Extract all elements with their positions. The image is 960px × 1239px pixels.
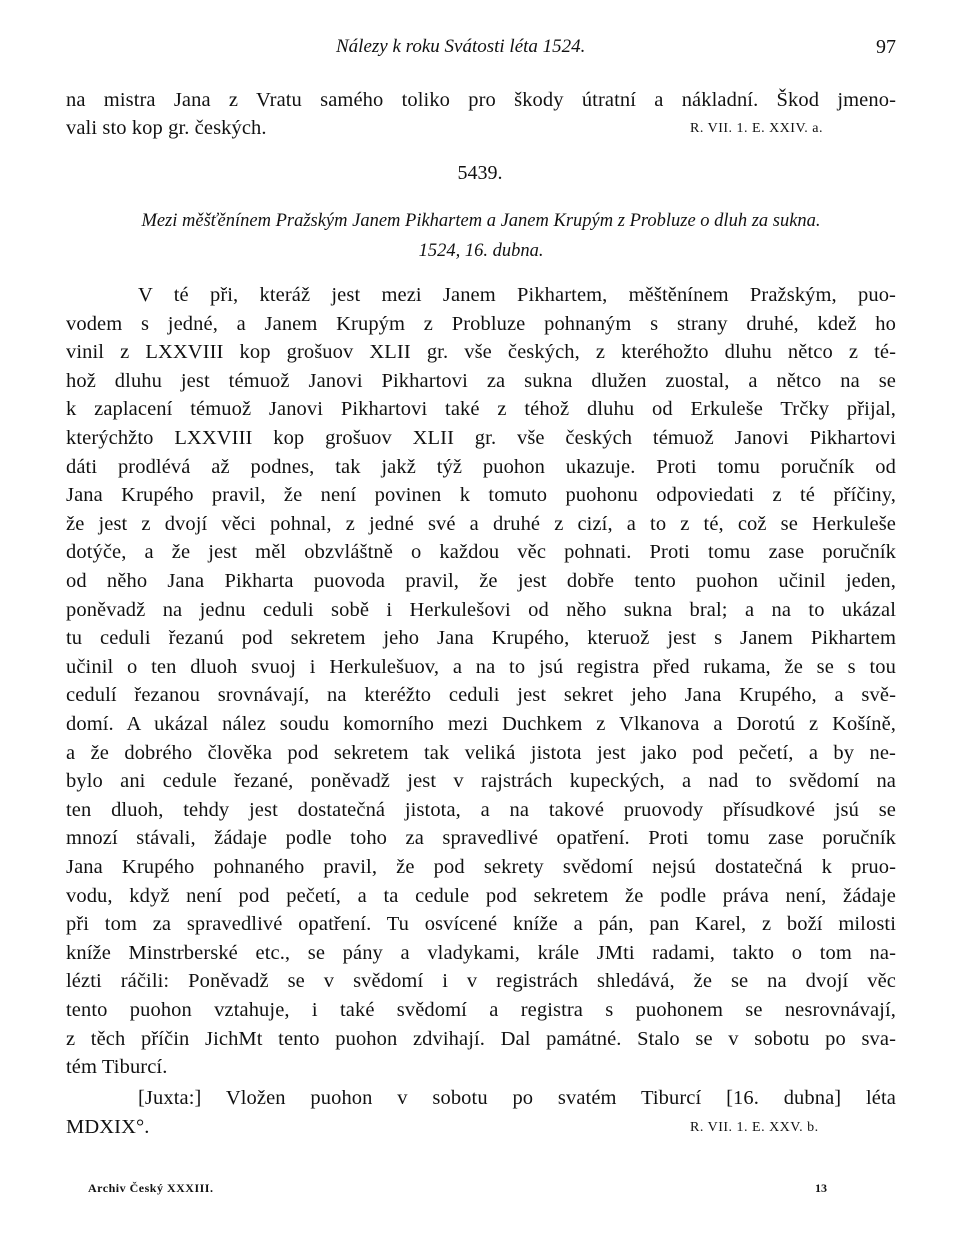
top-line: na mistra Jana z Vratu samého toliko pro škody útratní a nákladní. Škod jmeno- [66,89,896,111]
body-line: a že dobrého člověka pod sekretem tak veliká jistota jest jako pod pečetí, a by ne- [66,741,896,764]
body-line: mnozí stávali, žádaje podle toho za spravedlivé opatření. Proti tomu zase poručník [66,827,896,850]
entry-number: 5439. [457,162,503,184]
archive-reference: R. VII. 1. E. XXV. b. [690,1120,819,1135]
body-line: vodem s jedné, a Janem Krupým z Probluze pohnaným s strany druhé, kdež ho [66,312,896,335]
body-line: V té při, kteráž jest mezi Janem Pikhartem, měštěnínem Pražským, puo- [138,284,896,306]
body-line: k zaplacení témuož Janovi Pikhartovi také z téhož dluhu od Erkuleše Trčky přijal, [66,398,896,421]
body-line: ten dluoh, tehdy jest dostatečná jistota, a na takové pruovody přísudkové jsú se [66,798,896,821]
page-number: 97 [876,36,896,58]
footer-volume: Archiv Český XXXIII. [88,1181,214,1195]
body-line: lézti ráčili: Poněvadž se v svědomí i v registrách shledává, že se na dvojí věc [66,970,896,993]
regest [66,206,896,266]
juxta-line: [Juxta:] Vložen puohon v sobotu po svatém Tiburcí [16. dubna] léta [138,1087,896,1109]
body-line: bylo ani cedule řezané, poněvadž jest v rajstrách kupeckých, a nad to svědomí na [66,770,896,793]
body-line: dáti prodlévá až podnes, tak jakž týž puohon ukazuje. Proti tomu poručník od [66,455,896,478]
body-line: tém Tiburcí. [66,1056,168,1079]
top-line: vali sto kop gr. českých. [66,117,267,139]
body-line: kníže Minstrberské etc., se pány a vladykami, krále JMti radami, takto o tom na- [66,941,896,964]
regest-line: Mezi měšťěnínem Pražským Janem Pikhartem a Janem Krupým z Probluze o dluh za sukna. [141,211,821,231]
regest-line: 1524, 16. dubna. [418,241,544,261]
body-line: od něho Jana Pikharta puovoda pravil, že jest dobře tento puohon učinil jeden, [66,570,896,592]
body-line: vodu, když není pod pečetí, a ta cedule pod sekretem že podle práva není, žádaje [66,884,896,907]
body-line: vinil z LXXVIII kop grošuov XLII gr. vše českých, z kteréhožto dluhu nětco z té- [66,341,896,364]
body-line: dotýče, a že jest měl obzvláštně o každou věc pohnati. Proti tomu zase poručník [66,541,896,564]
archive-reference: R. VII. 1. E. XXIV. a. [690,121,823,136]
body-line: že jest z dvojí věci pohnal, z jedné své a druhé z cizí, a to z té, což se Herkuleše [66,512,896,535]
body-line: domí. A ukázal nález soudu komorního mezi Duchkem z Vlkanova a Dorotú z Košíně, [66,713,896,735]
juxta-line: MDXIX°. [66,1116,150,1138]
body-line: tu ceduli řezanú pod sekretem jeho Jana Krupého, kteruož jest s Janem Pikhartem [66,627,896,650]
body-line: Jana Krupého pravil, že není povinen k tomuto puohonu odpoviedati z té příčiny, [66,484,896,507]
footer-sheet-number: 13 [815,1181,827,1195]
body-line: z těch příčin JichMt tento puohon zdvihají. Dal památné. Stalo se v sobotu po sva- [66,1027,896,1050]
body-line: kterýchžto LXXVIII kop grošuov XLII gr. vše českých témuož Janovi Pikhartovi [66,427,896,449]
body-line: hož dluhu jest témuož Janovi Pikhartovi za sukna dlužen zuostal, a nětco na se [66,369,896,392]
body-line: Jana Krupého pohnaného pravil, že pod sekrety svědomí nejsú dostatečná k pruo- [66,856,896,878]
body-line: učinil o ten dluoh svuoj i Herkulešuov, a na to jsú registra před rukama, že se s tou [66,655,896,678]
body-line: poněvadž na jednu ceduli sobě i Herkulešovi od něho sukna bral; a na to ukázal [66,598,896,621]
running-header [66,36,896,66]
body-line: tento puohon vztahuje, i také svědomí a registra s puohonem se nesrovnávají, [66,999,896,1021]
running-title: Nálezy k roku Svátosti léta 1524. [336,36,586,57]
body-line: cedulí řezanou srovnávají, na kteréžto ceduli jest sekret jeho Jana Krupého, a svě- [66,684,896,707]
body-line: při tom za spravedlivé opatření. Tu osvícené kníže a pán, pan Karel, z boží milosti [66,913,896,936]
